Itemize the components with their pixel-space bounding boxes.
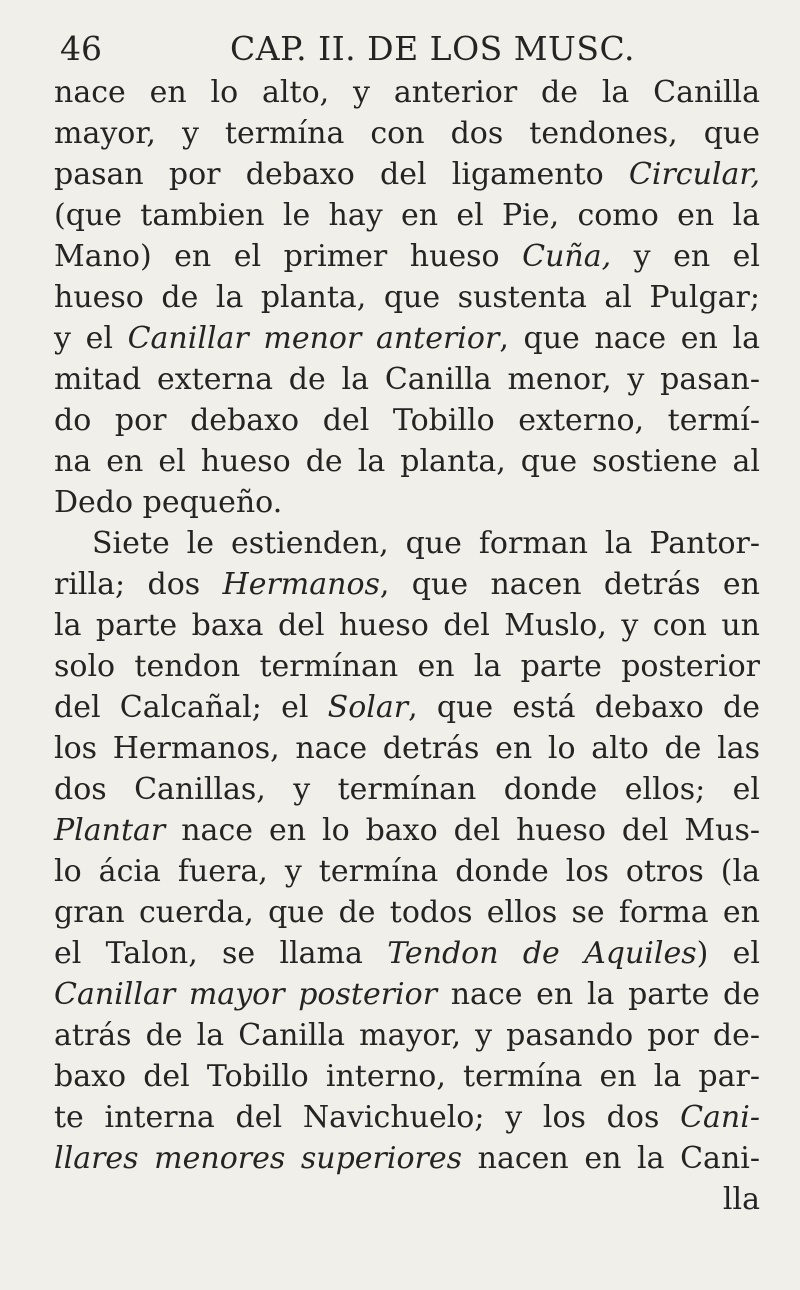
text-line — [54, 482, 760, 523]
text-line — [54, 154, 760, 195]
text-line — [54, 236, 760, 277]
text-segment: dos Canillas, y termínan donde ellos; el — [54, 772, 760, 807]
text-line — [54, 769, 760, 810]
text-segment: lo ácia fuera, y termína donde los otros (la — [54, 854, 760, 889]
italic-term: Solar — [327, 690, 409, 725]
italic-term: Cani- — [680, 1100, 760, 1135]
text-segment: mayor, y termína con dos tendones, que — [54, 116, 760, 151]
text-line — [54, 277, 760, 318]
body-text — [54, 72, 760, 1220]
text-segment: , que nacen detrás en — [379, 567, 760, 602]
text-segment: mitad externa de la Canilla menor, y pasan- — [54, 362, 760, 397]
text-segment: el Talon, se llama — [54, 936, 388, 971]
text-segment: gran cuerda, que de todos ellos se forma en — [54, 895, 760, 930]
page-header — [60, 26, 760, 72]
text-segment: los Hermanos, nace detrás en lo alto de las — [54, 731, 760, 766]
text-line — [54, 441, 760, 482]
text-line — [54, 1138, 760, 1179]
text-line — [54, 1097, 760, 1138]
text-line — [54, 195, 760, 236]
text-segment: do por debaxo del Tobillo externo, termí- — [54, 403, 760, 438]
text-segment: nace en la parte de — [437, 977, 760, 1012]
text-segment: del Calcañal; el — [54, 690, 328, 725]
text-segment: nacen en la Cani- — [462, 1141, 760, 1176]
text-line — [54, 687, 760, 728]
italic-term: Cuña, — [522, 239, 612, 274]
text-segment: nace en lo alto, y anterior de la Canilla — [54, 75, 760, 110]
text-line — [54, 523, 760, 564]
text-line — [54, 564, 760, 605]
text-segment: y el — [54, 321, 128, 356]
italic-term: Tendon de Aquiles — [387, 936, 697, 971]
text-segment: pasan por debaxo del ligamento — [54, 157, 629, 192]
text-segment: , que está debaxo de — [408, 690, 760, 725]
italic-term: Canillar mayor posterior — [54, 977, 438, 1012]
text-segment: Siete le estienden, que forman la Pantor- — [92, 526, 760, 561]
italic-term: Canillar menor anterior — [127, 321, 500, 356]
text-segment: rilla; dos — [54, 567, 223, 602]
text-line — [54, 933, 760, 974]
text-line — [54, 1015, 760, 1056]
italic-term: Hermanos — [222, 567, 380, 602]
text-line — [54, 72, 760, 113]
text-segment: atrás de la Canilla mayor, y pasando por de- — [54, 1018, 760, 1053]
text-segment: nace en lo baxo del hueso del Mus- — [165, 813, 760, 848]
text-segment: na en el hueso de la planta, que sostiene al — [54, 444, 760, 479]
text-segment: ) el — [696, 936, 760, 971]
text-line — [54, 605, 760, 646]
text-segment: baxo del Tobillo interno, termína en la par- — [54, 1059, 760, 1094]
page-number: 46 — [60, 29, 102, 68]
text-line — [54, 318, 760, 359]
text-line — [54, 892, 760, 933]
text-segment: , que nace en la — [499, 321, 760, 356]
text-segment: Dedo pequeño. — [54, 485, 283, 520]
text-line — [54, 851, 760, 892]
text-segment: hueso de la planta, que sustenta al Pulgar; — [54, 280, 760, 315]
text-line — [54, 113, 760, 154]
text-segment: y en el — [611, 239, 760, 274]
italic-term: Circular, — [628, 157, 760, 192]
text-line — [54, 1179, 760, 1220]
text-segment: lla — [722, 1182, 760, 1217]
text-line — [54, 1056, 760, 1097]
running-head: CAP. II. DE LOS MUSC. — [230, 29, 636, 68]
text-line — [54, 400, 760, 441]
text-line — [54, 974, 760, 1015]
text-segment: solo tendon termínan en la parte posterior — [54, 649, 760, 684]
text-line — [54, 359, 760, 400]
text-line — [54, 646, 760, 687]
text-segment: te interna del Navichuelo; y los dos — [54, 1100, 681, 1135]
italic-term: Plantar — [54, 813, 166, 848]
text-line — [54, 810, 760, 851]
text-segment: la parte baxa del hueso del Muslo, y con un — [54, 608, 760, 643]
text-segment: Mano) en el primer hueso — [54, 239, 523, 274]
text-line — [54, 728, 760, 769]
text-segment: (que tambien le hay en el Pie, como en la — [54, 198, 760, 233]
italic-term: llares menores superiores — [54, 1141, 463, 1176]
